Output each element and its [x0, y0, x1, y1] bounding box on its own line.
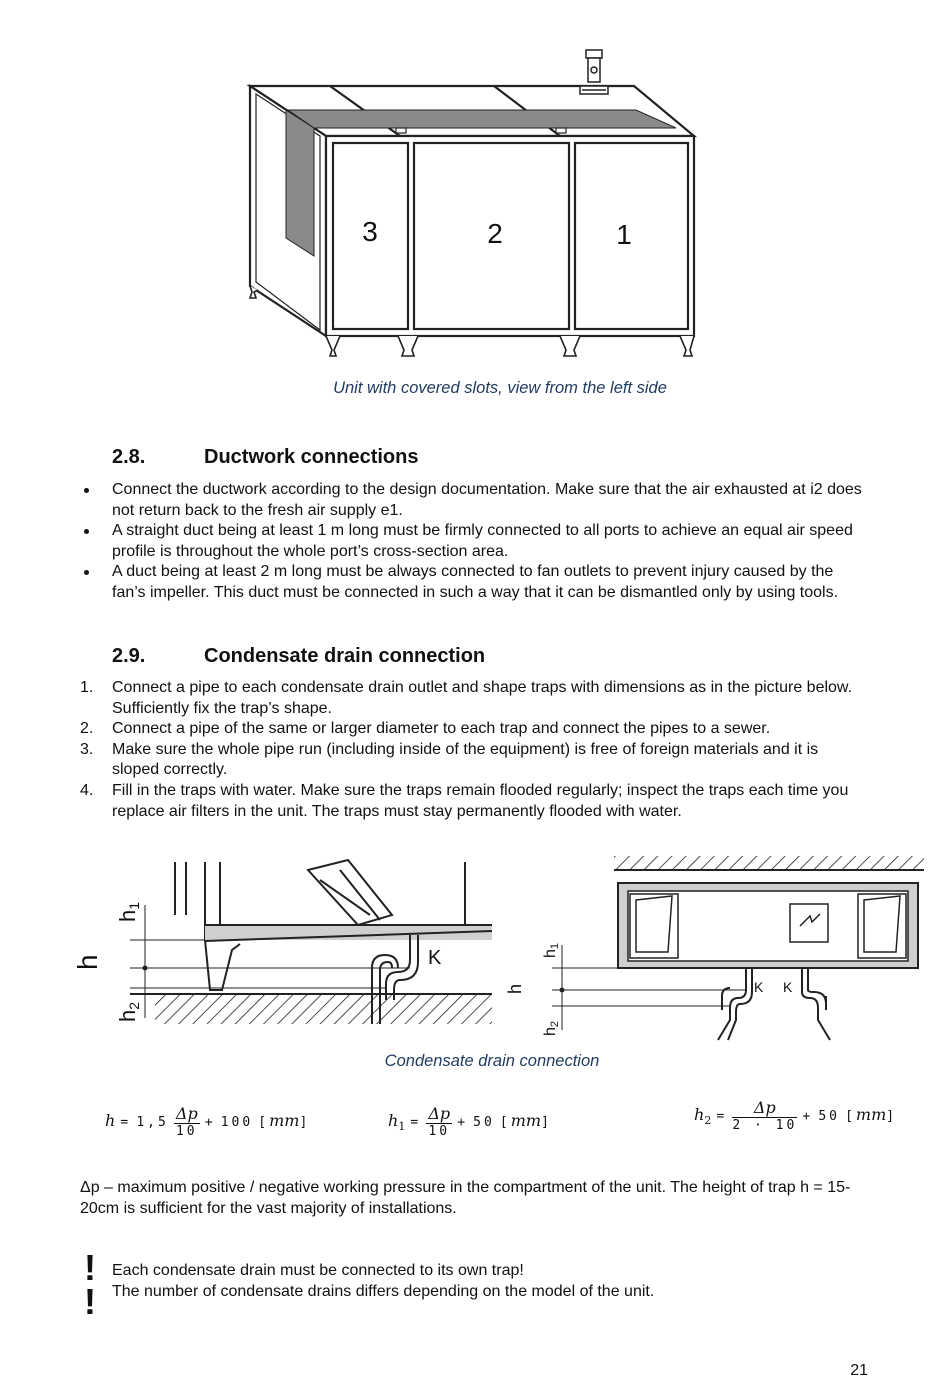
bullet-icon [84, 570, 89, 575]
trap-label-k1-right: K [754, 979, 764, 995]
compartment-label-1: 1 [616, 219, 632, 250]
page-number: 21 [850, 1362, 868, 1379]
list-item: 1. Connect a pipe to each condensate drain outlet and shape traps with dimensions as in the picture below. Sufficiently fix the trap’s shape. [80, 679, 853, 717]
dim-h2-right: h2 [542, 1020, 561, 1036]
list-item: Connect the ductwork according to the design documentation. Make sure that the air exhausted at i2 does not return back to the fresh air supply e1. [80, 480, 868, 521]
warning-icon: ! [84, 1281, 96, 1322]
list-marker: 3. [80, 740, 94, 758]
dim-h1-left: h1 [115, 901, 142, 922]
pressure-note: Δp – maximum positive / negative working pressure in the compartment of the unit. The height of trap h = 15-20cm is sufficient for the vast majority of installations. [80, 1179, 851, 1217]
warning-line-own-trap: Each condensate drain must be connected to its own trap! [112, 1262, 524, 1279]
formula-h1: $h_1$ = $\frac{\Delta p}{10}$ + 50 [mm] [388, 1104, 552, 1139]
list-item: A straight duct being at least 1 m long must be firmly connected to all ports to achieve an equal air speed profile is throughout the whole port’s cross-section area. [80, 521, 868, 562]
condensate-steps-list [80, 678, 868, 822]
dim-h-right: h [505, 983, 525, 994]
trap-label-k-left: K [428, 947, 442, 969]
dim-h2-left: h2 [115, 1001, 142, 1022]
condensate-drain-illustration [70, 850, 930, 1045]
warning-icon: ! [84, 1247, 96, 1288]
compartment-label-3: 3 [362, 216, 378, 247]
bullet-icon [84, 488, 89, 493]
ductwork-bullet-list [80, 480, 868, 604]
section-28-number: 2.8. [112, 446, 146, 468]
list-item: 2. Connect a pipe of the same or larger diameter to each trap and connect the pipes to a sewer. [80, 719, 868, 740]
formula-h: h = 1,5 $\frac{\Delta p}{10}$ + 100 [mm] [105, 1104, 311, 1139]
list-marker: 1. [80, 679, 94, 696]
list-item: 4. Fill in the traps with water. Make sure the traps remain flooded regularly; inspect the traps each time you replace air filters in the unit. The traps must stay permanently flooded with water. [80, 781, 849, 820]
compartment-label-2: 2 [487, 218, 503, 249]
warning-line-drain-count: The number of condensate drains differs depending on the model of the unit. [112, 1283, 655, 1300]
figure1-caption: Unit with covered slots, view from the left side [333, 379, 667, 397]
section-29-title: Condensate drain connection [204, 645, 486, 667]
list-item: 3. Make sure the whole pipe run (including inside of the equipment) is free of foreign materials and it is sloped correctly. [80, 740, 819, 779]
figure2-caption: Condensate drain connection [384, 1052, 600, 1070]
list-item: A duct being at least 2 m long must be always connected to fan outlets to prevent injury caused by the fan’s impeller. This duct must be connected in such a way that it can be dismantled only by using tools. [80, 562, 868, 603]
trap-label-k2-right: K [783, 979, 793, 995]
list-marker: 4. [80, 781, 94, 799]
formula-h2: $h_2$ = $\frac{\Delta p}{2 \cdot 10}$ + 50 [mm] [694, 1098, 898, 1133]
unit-illustration [240, 44, 710, 364]
dim-h1-right: h1 [542, 942, 561, 958]
dim-h-left: h [72, 954, 103, 970]
section-28-title: Ductwork connections [204, 446, 419, 468]
section-29-number: 2.9. [112, 645, 146, 667]
bullet-icon [84, 529, 89, 534]
list-marker: 2. [80, 720, 94, 738]
